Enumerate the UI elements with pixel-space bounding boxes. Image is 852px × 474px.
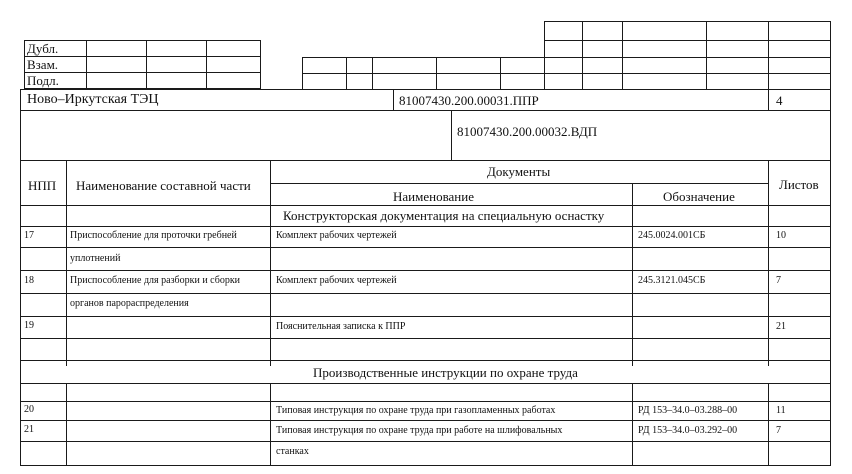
row-designation: РД 153–34.0–03.288–00 [638, 405, 738, 416]
row-npp: 18 [24, 275, 34, 286]
row-doc-name: Пояснительная записка к ППР [276, 321, 406, 332]
row-sheets: 7 [776, 425, 781, 436]
column-npp: НПП [28, 178, 57, 193]
row-npp: 21 [24, 424, 34, 435]
row-npp: 19 [24, 320, 34, 331]
row-part-name-cont: органов парораспределения [70, 298, 189, 309]
sheet-number: 4 [776, 93, 783, 108]
row-doc-name-cont: станках [276, 446, 309, 457]
doc-code: 81007430.200.00031.ППР [399, 93, 539, 108]
row-designation: 245.3121.045СБ [638, 275, 706, 286]
doc-code-secondary: 81007430.200.00032.ВДП [457, 124, 598, 139]
row-part-name: Приспособление для проточки гребней [70, 230, 237, 241]
column-sheets: Листов [779, 177, 819, 192]
row-doc-name: Типовая инструкция по охране труда при газопламенных работах [276, 405, 556, 416]
row-doc-name: Комплект рабочих чертежей [276, 275, 397, 286]
row-npp: 17 [24, 230, 34, 241]
row-designation: 245.0024.001СБ [638, 230, 706, 241]
column-documents: Документы [487, 164, 551, 179]
section-title-design-docs: Конструкторская документация на специальную оснастку [283, 208, 605, 223]
section-title-safety-instructions: Производственные инструкции по охране труда [313, 365, 578, 380]
row-part-name: Приспособление для разборки и сборки [70, 275, 241, 286]
column-doc-name: Наименование [393, 189, 474, 204]
column-designation: Обозначение [663, 189, 735, 204]
row-sheets: 10 [776, 230, 786, 241]
row-doc-name: Типовая инструкция по охране труда при работе на шлифовальных [276, 425, 563, 436]
row-sheets: 7 [776, 275, 781, 286]
stamp-label-dubl: Дубл. [27, 41, 59, 56]
stamp-label-vzam: Взам. [27, 57, 59, 72]
row-npp: 20 [24, 404, 34, 415]
row-part-name-cont: уплотнений [70, 253, 121, 264]
stamp-label-podl: Подл. [27, 73, 59, 88]
row-designation: РД 153–34.0–03.292–00 [638, 425, 738, 436]
station-name: Ново–Иркутская ТЭЦ [27, 92, 159, 107]
row-sheets: 21 [776, 321, 786, 332]
row-sheets: 11 [776, 405, 786, 416]
row-doc-name: Комплект рабочих чертежей [276, 230, 397, 241]
column-part-name: Наименование составной части [76, 178, 251, 193]
